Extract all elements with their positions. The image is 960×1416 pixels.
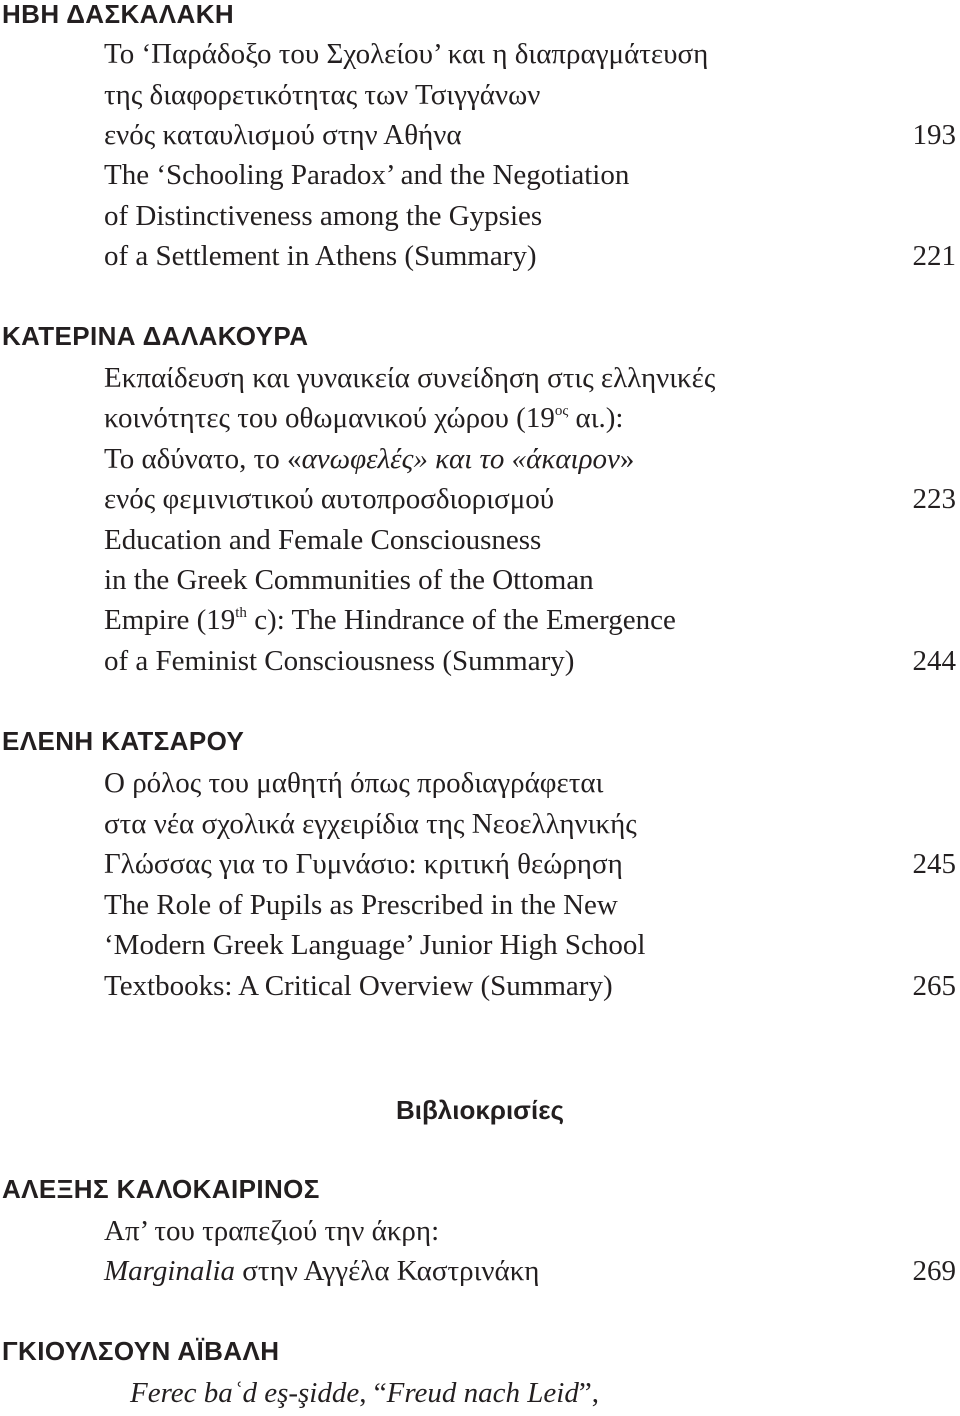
- page-number: 221: [912, 240, 956, 272]
- section-title: Βιβλιοκρισίες: [395, 1095, 565, 1125]
- toc-line: of a Feminist Consciousness (Summary) 244: [104, 641, 956, 681]
- author-name: ΕΛΕΝΗ ΚΑΤΣΑΡΟΥ: [2, 726, 245, 756]
- toc-line: of Distinctiveness among the Gypsies: [104, 200, 543, 232]
- toc-line: ‘Modern Greek Language’ Junior High School: [104, 929, 646, 961]
- page-number: 244: [912, 645, 956, 677]
- toc-line: Textbooks: A Critical Overview (Summary) 265: [104, 966, 956, 1006]
- page-number: 245: [912, 848, 956, 880]
- toc-line: στα νέα σχολικά εγχειρίδια της Νεοελληνικής: [104, 808, 637, 840]
- author-name: ΚΑΤΕΡΙΝΑ ΔΑΛΑΚΟΥΡΑ: [2, 321, 309, 351]
- toc-line: Ο ρόλος του μαθητή όπως προδιαγράφεται: [104, 767, 604, 799]
- toc-line: Το αδύνατο, το «ανωφελές» και το «άκαιρον»: [104, 443, 635, 475]
- toc-line: of a Settlement in Athens (Summary) 221: [104, 236, 956, 276]
- toc-line: Εκπαίδευση και γυναικεία συνείδηση στις ελληνικές: [104, 362, 716, 394]
- toc-line: κοινότητες του οθωμανικού χώρου ($19^{o\varsigma}$ αι.):: [104, 402, 624, 434]
- page-number: 193: [912, 119, 956, 151]
- toc-line: in the Greek Communities of the Ottoman: [104, 564, 594, 596]
- page-number: 265: [912, 970, 956, 1002]
- author-name: ΓΚΙΟΥΛΣΟΥΝ ΑΪΒΑΛΗ: [2, 1336, 280, 1366]
- toc-line: Education and Female Consciousness: [104, 524, 542, 556]
- toc-line: Ferec baʿd eş-şidde, “Freud nach Leid”,: [130, 1377, 599, 1409]
- toc-line: Marginalia στην Αγγέλα Καστρινάκη 269: [104, 1251, 956, 1291]
- toc-line: The ‘Schooling Paradox’ and the Negotiation: [104, 159, 630, 191]
- toc-line: Empire (19th c): The Hindrance of the Emergence: [104, 604, 676, 636]
- toc-line: της διαφορετικότητας των Τσιγγάνων: [104, 79, 541, 111]
- page-number: 269: [912, 1255, 956, 1287]
- author-name: ΗΒΗ ΔΑΣΚΑΛΑΚΗ: [2, 0, 235, 29]
- toc-line: Γλώσσας για το Γυμνάσιο: κριτική θεώρηση 245: [104, 844, 956, 884]
- toc-line: The Role of Pupils as Prescribed in the New: [104, 889, 618, 921]
- toc-line: Απ’ του τραπεζιού την άκρη:: [104, 1215, 440, 1247]
- toc-line: ενός καταυλισμού στην Αθήνα 193: [104, 115, 956, 155]
- toc-line: ενός φεμινιστικού αυτοπροσδιορισμού 223: [104, 479, 956, 519]
- page-number: 223: [912, 483, 956, 515]
- toc-line: Το ‘Παράδοξο του Σχολείου’ και η διαπραγμάτευση: [104, 38, 709, 70]
- author-name: ΑΛΕΞΗΣ ΚΑΛΟΚΑΙΡΙΝΟΣ: [2, 1174, 320, 1204]
